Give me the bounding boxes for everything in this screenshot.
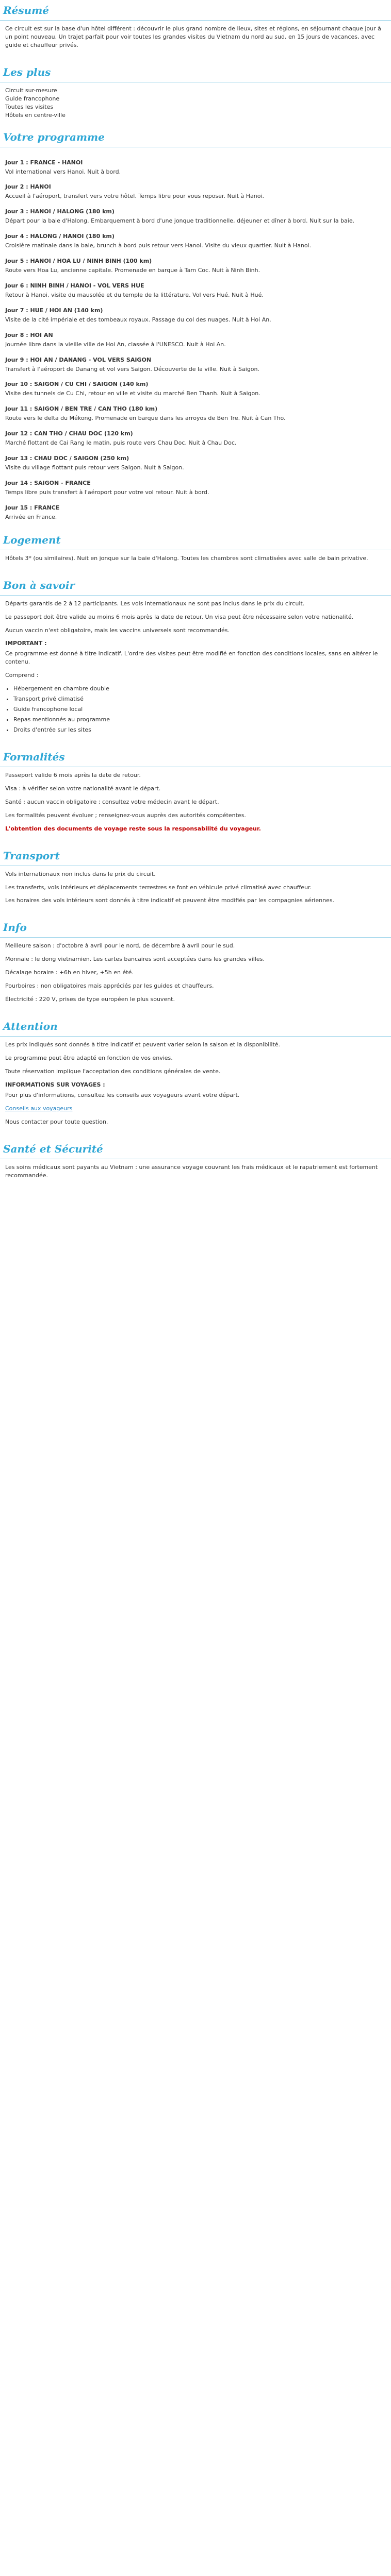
conseils-link[interactable]: Conseils aux voyageurs xyxy=(5,1105,73,1112)
info-paragraph: Monnaie : le dong vietnamien. Les cartes bancaires sont acceptées dans les grandes villes. xyxy=(5,956,265,963)
attention-paragraph: Les prix indiqués sont donnés à titre indicatif et peuvent varier selon la saison et la disponibilité. xyxy=(5,1041,281,1048)
day-text: Accueil à l'aéroport, transfert vers votre hôtel. Temps libre pour vous reposer. Nuit à Hanoi. xyxy=(5,193,265,200)
transport-paragraph: Vols internationaux non inclus dans le prix du circuit. xyxy=(5,870,156,877)
formalites-paragraph: Les formalités peuvent évoluer ; renseignez-vous auprès des autorités compétentes. xyxy=(5,811,246,819)
attention-paragraph: Le programme peut être adapté en fonction de vos envies. xyxy=(5,1055,173,1061)
attention-after: Nous contacter pour toute question. xyxy=(5,1118,108,1125)
day-text: Départ pour la baie d'Halong. Embarquement à bord d'une jonque traditionnelle, déjeuner et dîner à bord. Nuit sur la baie. xyxy=(5,217,355,225)
bon-list xyxy=(13,685,386,734)
day-text: Visite de la cité impériale et des tombeaux royaux. Passage du col des nuages. Nuit à Hoi An. xyxy=(5,316,271,323)
formalites-paragraph: Passeport valide 6 mois après la date de retour. xyxy=(5,771,141,778)
day-text: Transfert à l'aéroport de Danang et vol vers Saigon. Découverte de la ville. Nuit à Saigon. xyxy=(5,365,260,372)
formalites-section xyxy=(0,767,391,845)
formalites-paragraph: Santé : aucun vaccin obligatoire ; consultez votre médecin avant le départ. xyxy=(5,798,219,805)
bon-item: • Droits d'entrée sur les sites xyxy=(13,726,386,734)
formalites-warning: L'obtention des documents de voyage reste sous la responsabilité du voyageur. xyxy=(5,825,261,832)
day-text: Croisière matinale dans la baie, brunch à bord puis retour vers Hanoi. Visite du vieux quartier. Nuit à Hanoi. xyxy=(5,242,312,249)
day-text: Marché flottant de Cai Rang le matin, puis route vers Chau Doc. Nuit à Chau Doc. xyxy=(5,439,237,447)
transport-paragraph: Les transferts, vols intérieurs et déplacements terrestres se font en véhicule privé climatisé avec chauffeur. xyxy=(5,884,312,891)
programme-title: Votre programme xyxy=(0,127,391,147)
bon-item: • Transport privé climatisé xyxy=(13,695,386,703)
day-heading: Jour 1 : FRANCE - HANOI xyxy=(5,159,83,166)
day-heading: Jour 7 : HUE / HOI AN (140 km) xyxy=(5,307,103,314)
attention-paragraphs xyxy=(5,1041,386,1076)
day-heading: Jour 13 : CHAU DOC / SAIGON (250 km) xyxy=(5,455,129,462)
day-text: Route vers le delta du Mékong. Promenade en barque dans les arroyos de Ben Tre. Nuit à Can Tho. xyxy=(5,415,286,422)
info-paragraph: Pourboires : non obligatoires mais appréciés par les guides et chauffeurs. xyxy=(5,982,214,990)
info-section xyxy=(0,938,391,1016)
bon-title: Bon à savoir xyxy=(0,575,391,596)
bon-paragraph: Le passeport doit être valide au moins 6 mois après la date de retour. Un visa peut être nécessaire selon votre nationalité. xyxy=(5,613,354,620)
page xyxy=(0,0,391,1192)
transport-paragraph: Les horaires des vols intérieurs sont donnés à titre indicatif et peuvent être modifiés par les compagnies aériennes. xyxy=(5,897,335,904)
attention-title: Attention xyxy=(0,1016,391,1037)
formalites-paragraph: Visa : à vérifier selon votre nationalité avant le départ. xyxy=(5,785,161,792)
day-text: Journée libre dans la vieille ville de Hoi An, classée à l'UNESCO. Nuit à Hoi An. xyxy=(5,341,226,348)
resume-title: Résumé xyxy=(0,0,391,21)
bon-paragraphs xyxy=(5,600,386,635)
attention-info-heading: INFORMATIONS SUR VOYAGES : xyxy=(5,1081,105,1088)
bon-item: • Repas mentionnés au programme xyxy=(13,716,386,724)
info-title: Info xyxy=(0,917,391,938)
resume-section xyxy=(0,21,391,62)
formalites-title: Formalités xyxy=(0,747,391,767)
day-text: Route vers Hoa Lu, ancienne capitale. Promenade en barque à Tam Coc. Nuit à Ninh Binh. xyxy=(5,267,260,274)
day-heading: Jour 10 : SAIGON / CU CHI / SAIGON (140 km) xyxy=(5,381,149,388)
day-text: Arrivée en France. xyxy=(5,513,57,520)
lieux-item: Circuit sur-mesure xyxy=(5,87,57,94)
day-heading: Jour 6 : NINH BINH / HANOI - VOL VERS HUE xyxy=(5,282,144,289)
logement-section xyxy=(0,550,391,575)
bon-lead: Comprend : xyxy=(5,672,39,679)
info-paragraph: Meilleure saison : d'octobre à avril pour le nord, de décembre à avril pour le sud. xyxy=(5,942,235,950)
attention-section xyxy=(0,1037,391,1139)
lieux-item: Hôtels en centre-ville xyxy=(5,111,66,118)
day-heading: Jour 3 : HANOI / HALONG (180 km) xyxy=(5,208,115,215)
day-heading: Jour 4 : HALONG / HANOI (180 km) xyxy=(5,233,115,240)
transport-section xyxy=(0,866,391,918)
logement-text: Hôtels 3* (ou similaires). Nuit en jonque sur la baie d'Halong. Toutes les chambres sont climatisées avec salle de bain privative. xyxy=(5,554,368,562)
day-text: Visite des tunnels de Cu Chi, retour en ville et visite du marché Ben Thanh. Nuit à Saigon. xyxy=(5,390,260,397)
programme-section xyxy=(0,147,391,530)
bon-important-text: Ce programme est donné à titre indicatif. L'ordre des visites peut être modifié en fonction des conditions locales, sans en altérer le contenu. xyxy=(5,650,378,666)
day-list xyxy=(5,159,386,521)
resume-text: Ce circuit est sur la base d'un hôtel différent : découvrir le plus grand nombre de lieux, sites et régions, en séjournant chaque jour à un point nouveau. Un trajet parfait pour voir toutes les grandes visites du Vietnam du nord au sud, en 15 jours de vacances, avec guide et chauffeur privés. xyxy=(5,25,381,48)
day-heading: Jour 2 : HANOI xyxy=(5,183,51,191)
bon-paragraph: Départs garantis de 2 à 12 participants. Les vols internationaux ne sont pas inclus dans le prix du circuit. xyxy=(5,600,305,607)
day-heading: Jour 15 : FRANCE xyxy=(5,504,60,511)
sante-section xyxy=(0,1159,391,1192)
day-heading: Jour 14 : SAIGON - FRANCE xyxy=(5,479,91,486)
day-heading: Jour 9 : HOI AN / DANANG - VOL VERS SAIGON xyxy=(5,356,152,363)
lieux-title: Les plus xyxy=(0,62,391,82)
day-heading: Jour 8 : HOI AN xyxy=(5,331,53,338)
day-heading: Jour 11 : SAIGON / BEN TRE / CAN THO (180 km) xyxy=(5,405,158,413)
day-heading: Jour 5 : HANOI / HOA LU / NINH BINH (100 km) xyxy=(5,258,152,265)
sante-title: Santé et Sécurité xyxy=(0,1139,391,1159)
info-paragraph: Décalage horaire : +6h en hiver, +5h en été. xyxy=(5,969,134,976)
day-text: Temps libre puis transfert à l'aéroport pour votre vol retour. Nuit à bord. xyxy=(5,488,209,496)
bon-section xyxy=(0,596,391,747)
transport-title: Transport xyxy=(0,845,391,866)
attention-info-text: Pour plus d'informations, consultez les conseils aux voyageurs avant votre départ. xyxy=(5,1091,240,1098)
formalites-paragraphs xyxy=(5,771,386,820)
day-heading: Jour 12 : CAN THO / CHAU DOC (120 km) xyxy=(5,430,133,437)
transport-paragraphs xyxy=(5,870,386,905)
lieux-section xyxy=(0,82,391,127)
day-text: Retour à Hanoi, visite du mausolée et du temple de la littérature. Vol vers Hué. Nuit à Hué. xyxy=(5,291,264,298)
bon-important-heading: IMPORTANT : xyxy=(5,640,47,647)
day-text: Visite du village flottant puis retour vers Saigon. Nuit à Saigon. xyxy=(5,464,184,471)
info-paragraph: Électricité : 220 V, prises de type européen le plus souvent. xyxy=(5,996,175,1003)
lieux-item: Toutes les visites xyxy=(5,103,54,110)
logement-title: Logement xyxy=(0,530,391,550)
info-paragraphs xyxy=(5,942,386,1004)
lieux-item: Guide francophone xyxy=(5,95,60,102)
sante-text: Les soins médicaux sont payants au Vietnam : une assurance voyage couvrant les frais médicaux et le rapatriement est fortement recommandée. xyxy=(5,1163,378,1179)
lieux-list xyxy=(5,87,386,120)
bon-item: • Guide francophone local xyxy=(13,705,386,714)
day-text: Vol international vers Hanoi. Nuit à bord. xyxy=(5,168,121,175)
bon-paragraph: Aucun vaccin n'est obligatoire, mais les vaccins universels sont recommandés. xyxy=(5,626,230,634)
bon-item: • Hébergement en chambre double xyxy=(13,685,386,693)
attention-paragraph: Toute réservation implique l'acceptation des conditions générales de vente. xyxy=(5,1067,221,1075)
